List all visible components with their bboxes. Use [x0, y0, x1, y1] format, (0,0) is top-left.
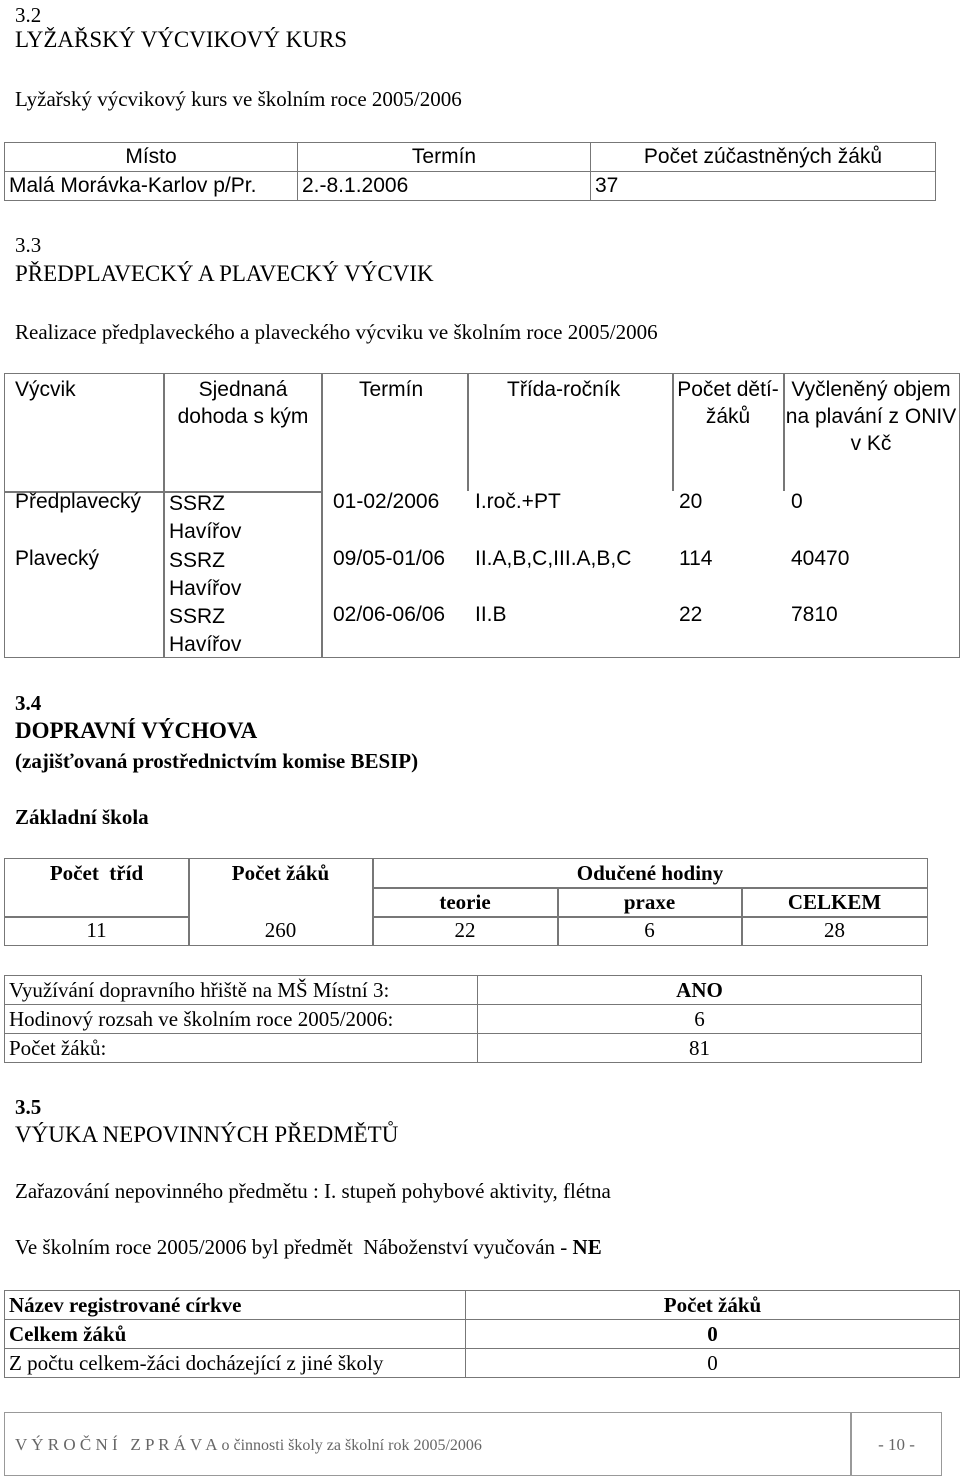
table-cell: 37 — [591, 172, 936, 201]
footer-text — [15, 1435, 482, 1455]
row-label: Celkem žáků — [5, 1320, 466, 1349]
row-label: Z počtu celkem-žáci docházející z jiné školy — [5, 1349, 466, 1378]
section-subtitle: Lyžařský výcvikový kurs ve školním roce 2005/2006 — [15, 87, 462, 111]
section-subtitle: (zajišťovaná prostřednictvím komise BESIP) — [15, 749, 419, 773]
header-hodiny: Odučené hodiny — [576, 861, 724, 885]
cell-pocet: 22 — [679, 603, 703, 626]
cell-objem: 7810 — [791, 603, 838, 626]
header-praxe: praxe — [623, 890, 676, 914]
section-title: LYŽAŘSKÝ VÝCVIKOVÝ KURS — [15, 27, 348, 52]
row-label: Počet žáků: — [5, 1034, 478, 1063]
header-trid: Počet tříd — [49, 861, 144, 885]
row-value: 81 — [478, 1034, 922, 1063]
cell-objem: 40470 — [791, 547, 850, 570]
header-trida: Třída-ročník — [507, 378, 621, 401]
section-title: VÝUKA NEPOVINNÝCH PŘEDMĚTŮ — [15, 1122, 399, 1147]
section-number: 3.5 — [15, 1095, 42, 1119]
cell-termin: 01-02/2006 — [333, 490, 440, 513]
table-cell: 2.-8.1.2006 — [298, 172, 591, 201]
row-value: Počet žáků — [466, 1291, 960, 1320]
cell-trid: 11 — [86, 918, 107, 942]
header-dohoda: Sjednaná dohoda s kým — [177, 378, 309, 428]
optional-subjects-line: Zařazování nepovinného předmětu : I. stupeň pohybové aktivity, flétna — [15, 1179, 611, 1203]
cell-objem: 0 — [791, 490, 803, 513]
religion-text: Ve školním roce 2005/2006 byl předmět Náboženství vyučován - — [15, 1235, 573, 1259]
table-header: Místo — [5, 143, 298, 172]
page-number: - 10 - — [878, 1435, 915, 1454]
section-number: 3.2 — [15, 3, 42, 27]
church-table — [4, 1290, 960, 1378]
cell-vycvik: Plavecký — [15, 547, 100, 570]
cell-dohoda: SSRZ Havířov — [169, 605, 242, 656]
table-cell: Malá Morávka-Karlov p/Pr. — [5, 172, 298, 201]
traffic-education-table — [4, 858, 928, 946]
header-zaku: Počet žáků — [231, 861, 330, 885]
header-celkem: CELKEM — [787, 890, 882, 914]
cell-vycvik: Předplavecký — [15, 490, 142, 513]
section-subtitle: Realizace předplaveckého a plaveckého výcviku ve školním roce 2005/2006 — [15, 320, 658, 344]
cell-celkem: 28 — [824, 918, 845, 942]
religion-line — [15, 1235, 602, 1260]
cell-trida: I.roč.+PT — [475, 490, 561, 513]
cell-trida: II.B — [475, 603, 507, 626]
religion-answer: NE — [572, 1235, 602, 1259]
cell-teorie: 22 — [454, 918, 476, 942]
header-pocet: Počet dětí-žáků — [677, 378, 779, 428]
footer — [4, 1412, 942, 1476]
row-label: Hodinový rozsah ve školním roce 2005/2006: — [5, 1005, 478, 1034]
cell-termin: 09/05-01/06 — [333, 547, 446, 570]
cell-dohoda: SSRZ Havířov — [169, 549, 242, 600]
row-value: 0 — [466, 1349, 960, 1378]
playground-table — [4, 975, 922, 1063]
row-label: Využívání dopravního hřiště na MŠ Místní 3: — [5, 976, 478, 1005]
section-title: DOPRAVNÍ VÝCHOVA — [15, 718, 258, 743]
school-label: Základní škola — [15, 805, 149, 829]
header-teorie: teorie — [439, 890, 491, 914]
row-label: Název registrované církve — [5, 1291, 466, 1320]
ski-course-table — [4, 142, 936, 201]
row-value: ANO — [478, 976, 922, 1005]
table-header: Termín — [298, 143, 591, 172]
row-value: 0 — [466, 1320, 960, 1349]
swimming-table — [4, 373, 960, 658]
cell-termin: 02/06-06/06 — [333, 603, 446, 626]
header-vycvik: Výcvik — [15, 378, 76, 401]
cell-praxe: 6 — [644, 918, 655, 942]
cell-zaku: 260 — [264, 918, 297, 942]
section-title: PŘEDPLAVECKÝ A PLAVECKÝ VÝCVIK — [15, 261, 434, 286]
cell-dohoda: SSRZ Havířov — [169, 492, 242, 543]
cell-trida: II.A,B,C,III.A,B,C — [475, 547, 632, 570]
cell-pocet: 20 — [679, 490, 703, 513]
footer-subtitle: o činnosti školy za školní rok 2005/2006 — [217, 1437, 482, 1454]
cell-pocet: 114 — [679, 547, 713, 570]
table-header: Počet zúčastněných žáků — [591, 143, 936, 172]
section-number: 3.4 — [15, 691, 42, 715]
header-termin: Termín — [359, 378, 424, 401]
footer-title: V Ý R O Č N Í Z P R Á V A — [15, 1435, 218, 1454]
section-number: 3.3 — [15, 233, 42, 257]
row-value: 6 — [478, 1005, 922, 1034]
header-objem: Vyčleněný objem na plavání z ONIV v Kč — [785, 378, 957, 455]
